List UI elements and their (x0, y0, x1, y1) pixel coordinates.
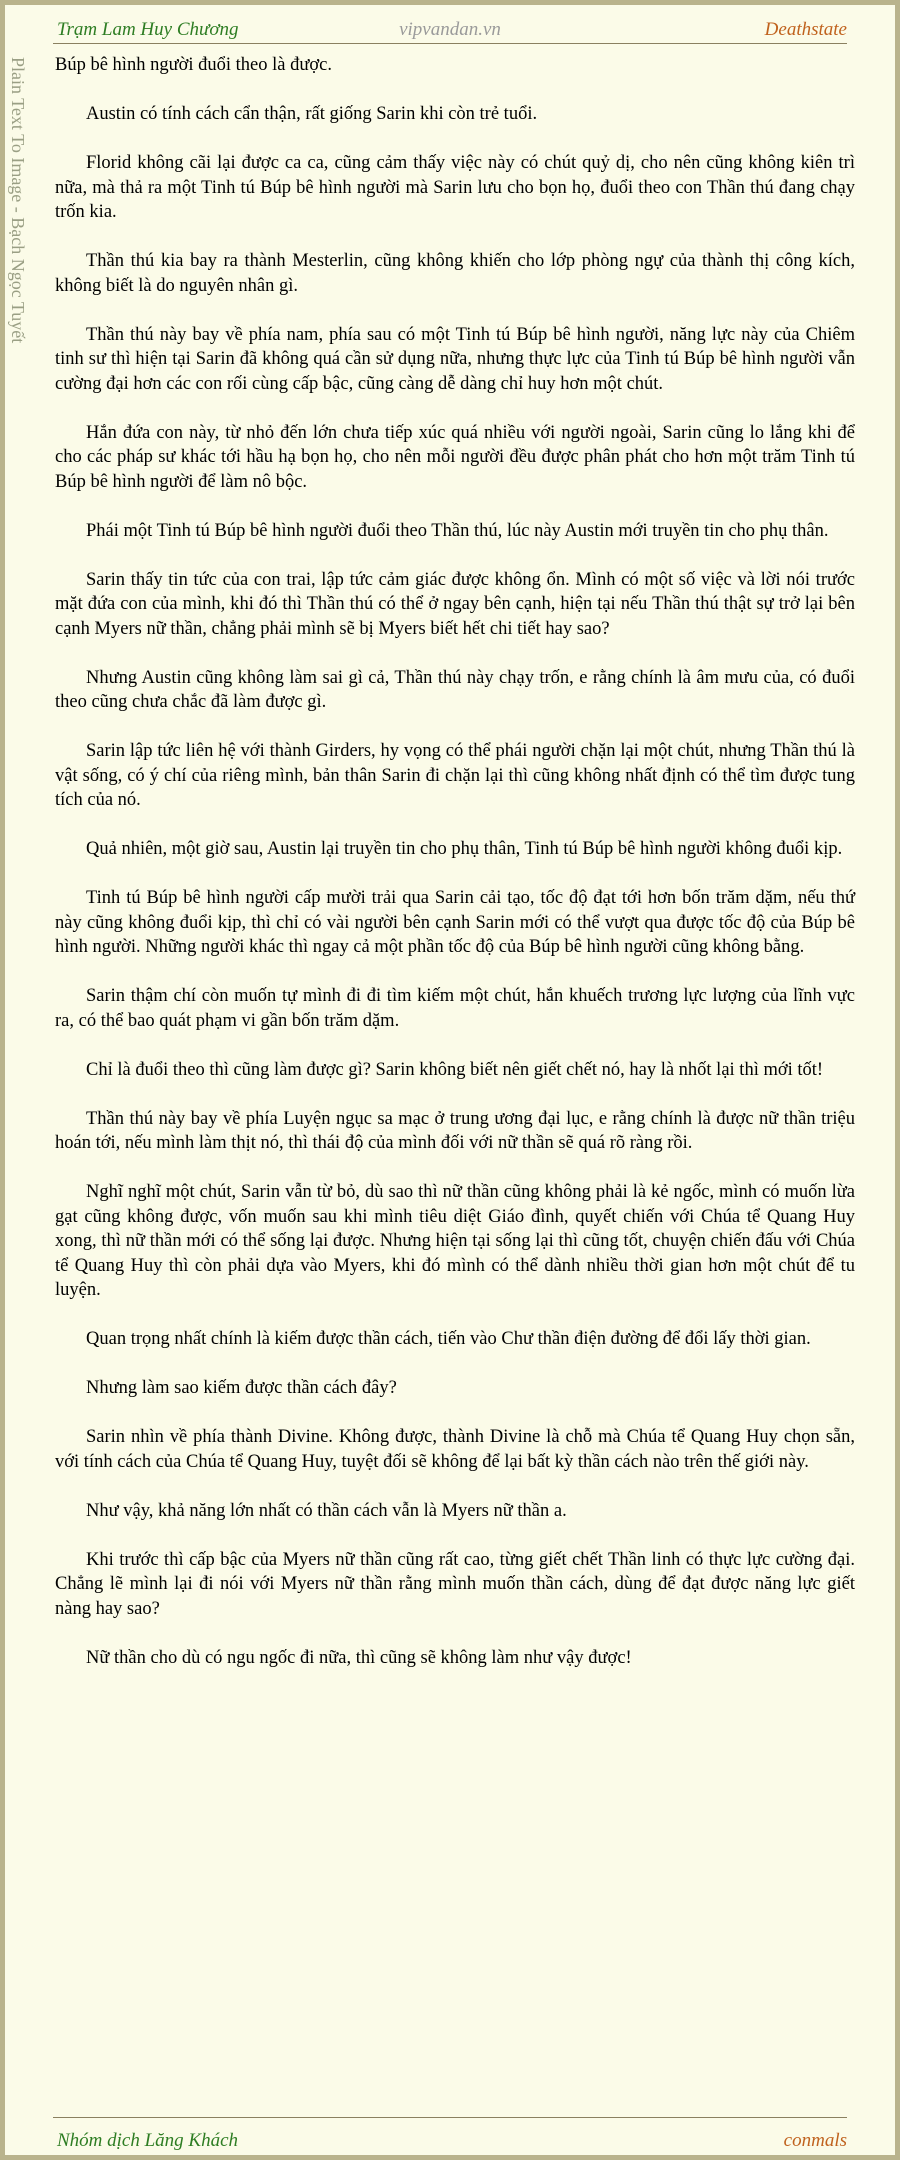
paragraph: Thần thú này bay về phía nam, phía sau có một Tinh tú Búp bê hình người, năng lực này của Chiêm tinh sư thì hiện tại Sarin đã không quá cần sử dụng nữa, nhưng thực lực của Tinh tú Búp bê hình người vẫn cường đại hơn các con rối cùng cấp bậc, cũng càng dễ dàng chỉ huy hơn một chút. (55, 324, 855, 394)
paragraph: Hắn đứa con này, từ nhỏ đến lớn chưa tiếp xúc quá nhiều với người ngoài, Sarin cũng lo lắng khi để cho các pháp sư khác tới hầu hạ bọn họ, cho nên mỗi người đều được phân phát cho hơn một trăm Tinh tú Búp bê hình người để làm nô bộc. (55, 422, 855, 492)
paragraph: Phái một Tinh tú Búp bê hình người đuổi theo Thần thú, lúc này Austin mới truyền tin cho phụ thân. (86, 520, 829, 541)
paragraph: Quả nhiên, một giờ sau, Austin lại truyền tin cho phụ thân, Tinh tú Búp bê hình người không đuổi kịp. (86, 839, 843, 859)
sidebar-watermark (8, 57, 43, 397)
paragraph: Sarin nhìn về phía thành Divine. Không được, thành Divine là chỗ mà Chúa tể Quang Huy chọn sẵn, với tính cách của Chúa tể Quang Huy, tuyệt đối sẽ không để lại bất kỳ thần cách nào trên thế giới này. (55, 1427, 855, 1472)
page-footer (53, 2117, 847, 2152)
paragraph: Quan trọng nhất chính là kiếm được thần cách, tiến vào Chư thần điện đường để đổi lấy thời gian. (86, 1329, 811, 1349)
paragraph: Nữ thần cho dù có ngu ngốc đi nữa, thì cũng sẽ không làm như vậy được! (86, 1647, 632, 1668)
paragraph: Sarin lập tức liên hệ với thành Girders, hy vọng có thể phái người chặn lại một chút, nhưng Thần thú là vật sống, có ý chí của riêng mình, bản thân Sarin đi chặn lại thì cũng không nhất định có thể tìm được tung tích của nó. (55, 741, 855, 810)
footer-editor: conmals (783, 2130, 847, 2151)
header-website: vipvandan.vn (399, 19, 501, 40)
paragraph: Austin có tính cách cẩn thận, rất giống Sarin khi còn trẻ tuổi. (86, 104, 538, 124)
sidebar-watermark-text: Plain Text To Image - Bạch Ngọc Tuyết (8, 57, 28, 344)
paragraph: Nhưng làm sao kiếm được thần cách đây? (86, 1378, 397, 1398)
footer-translator-group: Nhóm dịch Lăng Khách (57, 2130, 239, 2151)
paragraph: Nhưng Austin cũng không làm sai gì cả, Thần thú này chạy trốn, e rằng chính là âm mưu của, có đuổi theo cũng chưa chắc đã làm được gì. (55, 667, 855, 712)
chapter-text (55, 53, 855, 1695)
header-author: Deathstate (764, 19, 847, 40)
paragraph: Tinh tú Búp bê hình người cấp mười trải qua Sarin cải tạo, tốc độ đạt tới hơn bốn trăm dặm, nếu thứ này cũng không đuổi kịp, thì chỉ có vài người bên cạnh Sarin mới có thể vượt qua được tốc độ của Búp bê hình người. Những người khác thì ngay cả một phần tốc độ của Búp bê hình người cũng không bằng. (55, 888, 855, 957)
header-site-name: Trạm Lam Huy Chương (57, 19, 239, 40)
paragraph: Florid không cãi lại được ca ca, cũng cảm thấy việc này có chút quỷ dị, cho nên cũng không kiên trì nữa, mà thả ra một Tinh tú Búp bê hình người mà Sarin lưu cho bọn họ, đuổi theo con Thần thú đang chạy trốn kia. (55, 153, 855, 222)
paragraph: Khi trước thì cấp bậc của Myers nữ thần cũng rất cao, từng giết chết Thần linh có thực lực cường đại. Chẳng lẽ mình lại đi nói với Myers nữ thần rằng mình muốn thần cách, dùng để đạt được năng lực giết nàng hay sao? (55, 1549, 855, 1619)
paragraph: Chỉ là đuổi theo thì cũng làm được gì? Sarin không biết nên giết chết nó, hay là nhốt lại thì mới tốt! (86, 1059, 824, 1080)
paragraph: Sarin thậm chí còn muốn tự mình đi đi tìm kiếm một chút, hắn khuếch trương lực lượng của lĩnh vực ra, có thể bao quát phạm vi gần bốn trăm dặm. (55, 986, 855, 1031)
paragraph: Thần thú kia bay ra thành Mesterlin, cũng không khiến cho lớp phòng ngự của thành thị công kích, không biết là do nguyên nhân gì. (55, 251, 855, 296)
paragraph: Sarin thấy tin tức của con trai, lập tức cảm giác được không ổn. Mình có một số việc và lời nói trước mặt đứa con của mình, khi đó thì Thần thú có thể ở ngay bên cạnh, hiện tại nếu Thần thú thật sự trở lại bên cạnh Myers nữ thần, chẳng phải mình sẽ bị Myers biết hết chi tiết hay sao? (55, 569, 855, 639)
page-header (53, 13, 847, 44)
paragraph: Búp bê hình người đuổi theo là được. (55, 55, 333, 75)
paragraph: Như vậy, khả năng lớn nhất có thần cách vẫn là Myers nữ thần a. (86, 1500, 567, 1521)
paragraph: Thần thú này bay về phía Luyện ngục sa mạc ở trung ương đại lục, e rằng chính là được nữ thần triệu hoán tới, nếu mình làm thịt nó, thì thái độ của mình đối với nữ thần sẽ quá rõ ràng rồi. (55, 1108, 855, 1153)
paragraph: Nghĩ nghĩ một chút, Sarin vẫn từ bỏ, dù sao thì nữ thần cũng không phải là kẻ ngốc, mình có muốn lừa gạt cũng không được, vốn muốn sau khi mình tiêu diệt Giáo đình, quyết chiến với Chúa tể Quang Huy xong, thì nữ thần mới có thể sống lại được. Nhưng hiện tại sống lại thì cũng tốt, chuyện chiến đấu với Chúa tể Quang Huy thì còn phải dựa vào Myers, khi đó mình có thể dành nhiều thời gian hơn một chút để tu luyện. (55, 1182, 855, 1300)
page (5, 5, 895, 2155)
